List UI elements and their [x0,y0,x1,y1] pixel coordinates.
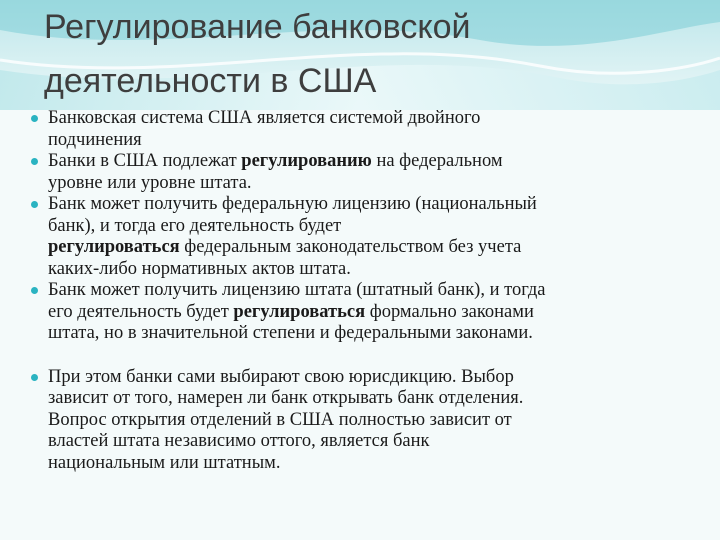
bullet-line [48,130,696,152]
bullet-item [28,367,696,475]
bullet-line [48,259,696,281]
bullet-line [48,108,696,130]
bullet-line [48,367,696,389]
text-segment: уровне или уровне штата. [48,172,252,193]
bullet-line [48,194,696,216]
bullet-item [28,194,696,280]
text-segment: При этом банки сами выбирают свою юрисдикцию. Выбор [48,366,514,387]
bullet-line [48,237,696,259]
text-segment: национальным или штатным. [48,452,281,473]
slide-title-line: Регулирование банковской [44,8,471,46]
paragraph-gap [28,345,696,367]
text-segment: властей штата независимо оттого, является банк [48,431,430,451]
bullet-line [48,151,696,173]
text-segment: Вопрос открытия отделений в США полностью зависит от [48,409,512,430]
text-segment: его деятельность будет [48,301,234,322]
bullet-line [48,302,696,324]
emphasized-text: регулированию [241,151,372,171]
bullet-line [48,216,696,238]
bullet-list [28,108,696,474]
slide-title-line: деятельности в США [44,62,377,100]
text-segment: Банковская система США является системой двойного [48,108,481,128]
bullet-line [48,280,696,302]
bullet-line [48,388,696,410]
bullet-item [28,108,696,151]
bullet-line [48,453,696,475]
text-segment: каких-либо нормативных актов штата. [48,258,351,279]
slide-title [44,0,684,108]
bullet-line [48,410,696,432]
text-segment: формально законами [365,301,534,322]
bullet-line [48,173,696,195]
text-segment: Банк может получить лицензию штата (штатный банк), и тогда [48,280,546,300]
text-segment: подчинения [48,129,142,150]
emphasized-text: регулироваться [48,237,180,257]
bullet-item [28,151,696,194]
text-segment: Банки в США подлежат [48,151,242,171]
text-segment: штата, но в значительной степени и федеральными законами. [48,323,533,343]
text-segment: федеральным законодательством без учета [179,237,522,257]
text-segment: на федеральном [371,151,503,171]
text-segment: зависит от того, намерен ли банк открывать банк отделения. [48,388,524,408]
text-segment: Банк может получить федеральную лицензию (национальный [48,194,537,214]
bullet-item [28,280,696,345]
bullet-line [48,431,696,453]
emphasized-text: регулироваться [233,301,366,322]
text-segment: банк), и тогда его деятельность будет [48,215,342,236]
bullet-line [48,323,696,345]
